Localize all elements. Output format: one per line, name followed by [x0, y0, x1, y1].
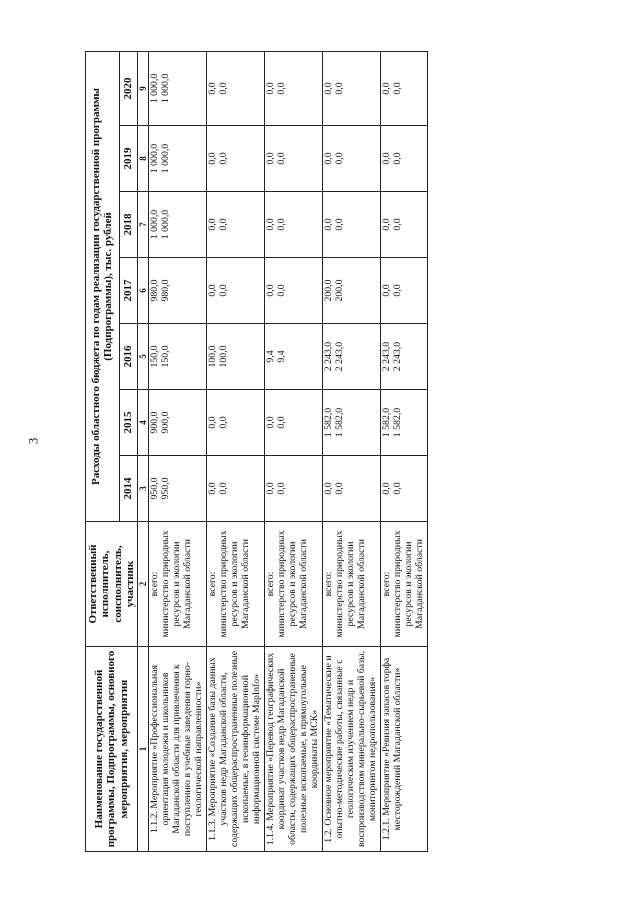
year-values-cell: [149, 456, 207, 522]
year-values-cell: [380, 390, 427, 456]
row-name: 1.1.2. Мероприятие «Профессиональная ориентация молодежи и школьников Магаданской области для привлечения к поступлению в учебные заведения горно-геологической направленности»: [149, 647, 207, 852]
row-name: 1.1.3. Мероприятие «Создание базы данных участков недр Магаданской области, содержащих общераспространенные полезные ископаемые, в геоинформационной информационной системе MapInfo»: [207, 647, 265, 852]
table-body: [149, 51, 427, 851]
year-values-cell: [265, 258, 323, 324]
org-value: 1 000,0: [160, 73, 172, 104]
year-values-cell: [265, 192, 323, 258]
year-values-cell: [265, 456, 323, 522]
org-value: 0,0: [333, 482, 345, 495]
column-index: 6: [138, 258, 149, 324]
org-value: 0,0: [391, 152, 403, 165]
column-index: 3: [138, 456, 149, 522]
org-value: 0,0: [218, 284, 230, 297]
org-value: 900,0: [160, 411, 172, 434]
total-value: 0,0: [380, 284, 392, 297]
year-values-cell: [149, 192, 207, 258]
executor-total-label: всего:: [380, 571, 392, 597]
org-value: 200,0: [333, 279, 345, 302]
total-value: 900,0: [149, 411, 161, 434]
year-values-cell: [149, 258, 207, 324]
total-value: 2 243,0: [322, 341, 334, 372]
total-value: 0,0: [380, 218, 392, 231]
org-value: 0,0: [275, 482, 287, 495]
org-value: 0,0: [218, 482, 230, 495]
year-values-cell: [207, 456, 265, 522]
year-values-cell: [207, 258, 265, 324]
year-values-cell: [380, 192, 427, 258]
year-values-cell: [207, 390, 265, 456]
year-header: 2017: [119, 258, 138, 324]
org-value: 1 582,0: [391, 407, 403, 438]
total-value: 0,0: [380, 482, 392, 495]
table-row: [149, 51, 207, 851]
total-value: 0,0: [265, 218, 277, 231]
year-values-cell: [207, 192, 265, 258]
year-header: 2020: [119, 51, 138, 125]
org-value: 2 243,0: [391, 341, 403, 372]
org-value: 0,0: [275, 152, 287, 165]
total-value: 1 000,0: [149, 209, 161, 240]
header-budget: Расходы областного бюджета по годам реализации государственной программы (Подпрограммы), тыс. рублей: [86, 51, 120, 521]
total-value: 0,0: [207, 82, 219, 95]
budget-table: [85, 51, 428, 852]
row-name: 1.1.4. Мероприятие «Перевод географических координат участков недр Магаданской области, содержащих общераспространенные полезные ископаемые, в прямоугольные координаты МСК»: [265, 647, 323, 852]
year-values-cell: [380, 324, 427, 390]
org-value: 950,0: [160, 477, 172, 500]
header-index-row: [138, 51, 149, 851]
org-value: 150,0: [160, 345, 172, 368]
year-values-cell: [149, 390, 207, 456]
table-row: [265, 51, 323, 851]
total-value: 0,0: [265, 284, 277, 297]
org-value: 0,0: [218, 416, 230, 429]
column-index: 7: [138, 192, 149, 258]
row-executor: [207, 522, 265, 647]
header-executor: Ответственный исполнитель, соисполнитель, участник: [86, 522, 138, 647]
total-value: 0,0: [380, 82, 392, 95]
org-value: 2 243,0: [333, 341, 345, 372]
year-values-cell: [322, 390, 380, 456]
year-values-cell: [322, 126, 380, 192]
org-value: 0,0: [218, 82, 230, 95]
total-value: 150,0: [149, 345, 161, 368]
total-value: 2 243,0: [380, 341, 392, 372]
org-value: 0,0: [218, 218, 230, 231]
year-values-cell: [149, 126, 207, 192]
org-value: 9,4: [275, 350, 287, 363]
row-executor: [149, 522, 207, 647]
year-header: 2016: [119, 324, 138, 390]
total-value: 1 582,0: [380, 407, 392, 438]
org-value: 0,0: [333, 218, 345, 231]
org-value: 0,0: [218, 152, 230, 165]
total-value: 1 000,0: [149, 143, 161, 174]
org-value: 0,0: [391, 218, 403, 231]
year-values-cell: [380, 456, 427, 522]
total-value: 200,0: [322, 279, 334, 302]
executor-org: министерство природных ресурсов и экологии Магаданской области: [160, 530, 194, 638]
org-value: 100,0: [218, 345, 230, 368]
year-values-cell: [380, 258, 427, 324]
total-value: 1 582,0: [322, 407, 334, 438]
year-header: 2015: [119, 390, 138, 456]
year-values-cell: [207, 126, 265, 192]
row-executor: [322, 522, 380, 647]
table-row: [207, 51, 265, 851]
table-row: [380, 51, 427, 851]
org-value: 0,0: [275, 218, 287, 231]
year-header: 2018: [119, 192, 138, 258]
total-value: 0,0: [322, 218, 334, 231]
total-value: 0,0: [207, 416, 219, 429]
column-index: 4: [138, 390, 149, 456]
row-name: 1.2.1. Мероприятие «Ревизия запасов торфа месторождений Магаданской области»: [380, 647, 427, 852]
org-value: 980,0: [160, 279, 172, 302]
column-index: 5: [138, 324, 149, 390]
year-values-cell: [207, 324, 265, 390]
year-values-cell: [380, 126, 427, 192]
org-value: 0,0: [391, 82, 403, 95]
year-values-cell: [265, 51, 323, 125]
column-index: 9: [138, 51, 149, 125]
total-value: 0,0: [265, 152, 277, 165]
executor-org: министерство природных ресурсов и экологии Магаданской области: [218, 530, 252, 638]
org-value: 1 582,0: [333, 407, 345, 438]
row-executor: [380, 522, 427, 647]
total-value: 0,0: [322, 482, 334, 495]
rotated-table-container: [85, 52, 555, 852]
total-value: 9,4: [265, 350, 277, 363]
executor-org: министерство природных ресурсов и экологии Магаданской области: [333, 530, 367, 638]
year-header: 2014: [119, 456, 138, 522]
header-name: Наименование государственной программы, Подпрограммы, основного мероприятия, мероприятия: [86, 647, 138, 852]
year-values-cell: [265, 126, 323, 192]
total-value: 980,0: [149, 279, 161, 302]
total-value: 0,0: [265, 416, 277, 429]
year-values-cell: [149, 324, 207, 390]
total-value: 0,0: [207, 152, 219, 165]
total-value: 0,0: [207, 482, 219, 495]
year-values-cell: [322, 192, 380, 258]
column-index: 2: [138, 522, 149, 647]
org-value: 0,0: [275, 284, 287, 297]
total-value: 950,0: [149, 477, 161, 500]
org-value: 0,0: [391, 482, 403, 495]
year-header: 2019: [119, 126, 138, 192]
total-value: 0,0: [207, 218, 219, 231]
year-values-cell: [380, 51, 427, 125]
org-value: 0,0: [333, 82, 345, 95]
column-index: 8: [138, 126, 149, 192]
org-value: 0,0: [275, 82, 287, 95]
org-value: 0,0: [333, 152, 345, 165]
year-values-cell: [322, 324, 380, 390]
org-value: 0,0: [275, 416, 287, 429]
total-value: 1 000,0: [149, 73, 161, 104]
total-value: 100,0: [207, 345, 219, 368]
org-value: 1 000,0: [160, 143, 172, 174]
table-row: [322, 51, 380, 851]
year-values-cell: [265, 324, 323, 390]
year-values-cell: [149, 51, 207, 125]
year-values-cell: [322, 456, 380, 522]
executor-total-label: всего:: [265, 571, 277, 597]
column-index: 1: [138, 647, 149, 852]
row-executor: [265, 522, 323, 647]
row-name: 1.2. Основное мероприятие «Тематические и опытно-методические работы, связанные с геологическим изучением недр и воспроизводством минерально-сырьевой базы, мониторингом недропользования»: [322, 647, 380, 852]
total-value: 0,0: [322, 152, 334, 165]
page-number: 3: [25, 437, 41, 445]
total-value: 0,0: [265, 82, 277, 95]
year-values-cell: [207, 51, 265, 125]
executor-total-label: всего:: [207, 571, 219, 597]
executor-total-label: всего:: [149, 571, 161, 597]
executor-org: министерство природных ресурсов и экологии Магаданской области: [391, 530, 425, 638]
total-value: 0,0: [265, 482, 277, 495]
year-values-cell: [322, 51, 380, 125]
org-value: 0,0: [391, 284, 403, 297]
org-value: 1 000,0: [160, 209, 172, 240]
total-value: 0,0: [380, 152, 392, 165]
executor-total-label: всего:: [322, 571, 334, 597]
year-values-cell: [322, 258, 380, 324]
year-values-cell: [265, 390, 323, 456]
executor-org: министерство природных ресурсов и экологии Магаданской области: [275, 530, 309, 638]
total-value: 0,0: [207, 284, 219, 297]
total-value: 0,0: [322, 82, 334, 95]
